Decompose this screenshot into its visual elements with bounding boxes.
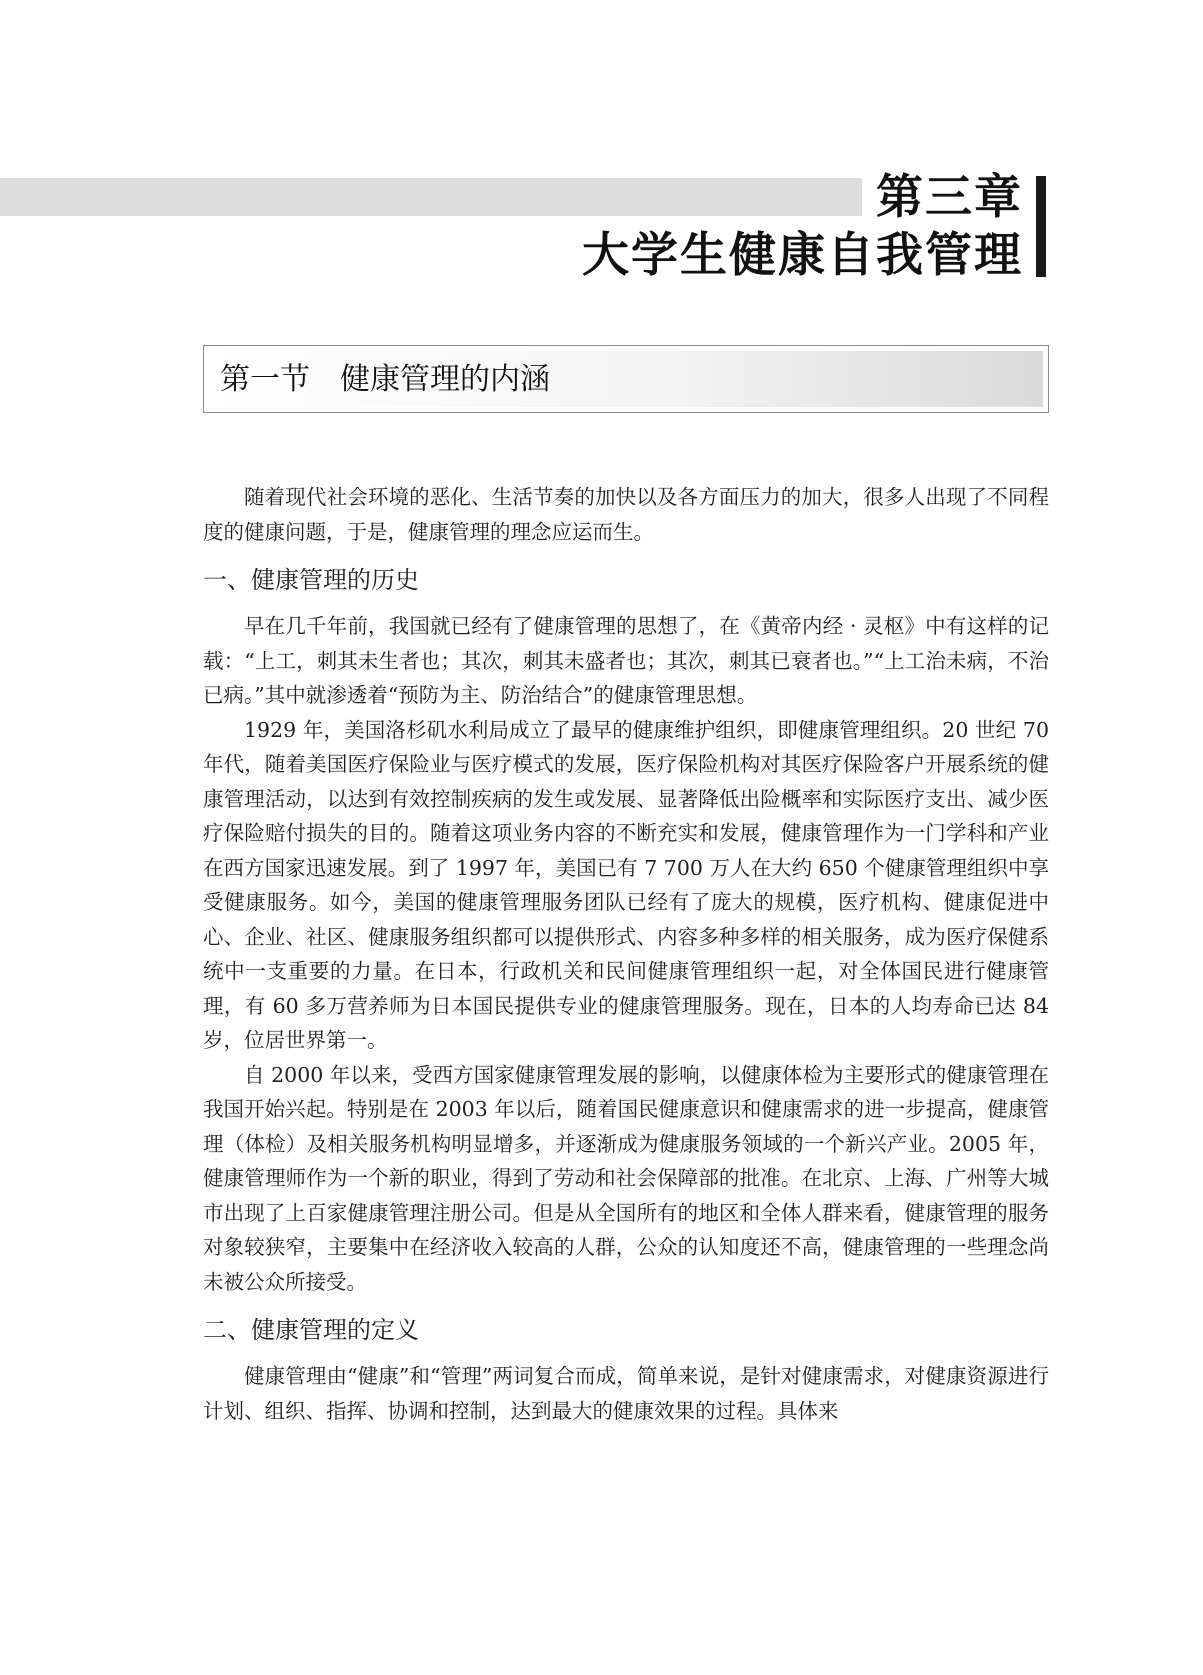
section-title-background	[209, 351, 1043, 407]
chapter-title: 大学生健康自我管理	[582, 228, 1023, 283]
chapter-header-band	[0, 178, 862, 216]
subheading-history: 一、健康管理的历史	[203, 566, 419, 594]
history-paragraph-1: 早在几千年前，我国就已经有了健康管理的思想了，在《黄帝内经 · 灵枢》中有这样的记载：“上工，刺其未生者也；其次，刺其未盛者也；其次，刺其已衰者也。”“上工治未病，不治已病。”其中就渗透着“预防为主、防治结合”的健康管理思想。	[203, 614, 1049, 707]
definition-paragraph-1: 健康管理由“健康”和“管理”两词复合而成，简单来说，是针对健康需求，对健康资源进行计划、组织、指挥、协调和控制，达到最大的健康效果的过程。具体来	[203, 1364, 1049, 1423]
section-title: 第一节 健康管理的内涵	[220, 362, 550, 397]
subheading-definition: 二、健康管理的定义	[203, 1316, 419, 1344]
page-body	[203, 480, 1049, 1428]
section-title-box	[203, 345, 1049, 413]
history-paragraph-2: 1929 年，美国洛杉矶水利局成立了最早的健康维护组织，即健康管理组织。20 世纪 70 年代，随着美国医疗保险业与医疗模式的发展，医疗保险机构对其医疗保险客户开展系统的健康管理活动，以达到有效控制疾病的发生或发展、显著降低出险概率和实际医疗支出、减少医疗保险赔付损失的目的。随着这项业务内容的不断充实和发展，健康管理作为一门学科和产业在西方国家迅速发展。到了 1997 年，美国已有 7 700 万人在大约 650 个健康管理组织中享受健康服务。如今，美国的健康管理服务团队已经有了庞大的规模，医疗机构、健康促进中心、企业、社区、健康服务组织都可以提供形式、内容多种多样的相关服务，成为医疗保健系统中一支重要的力量。在日本，行政机关和民间健康管理组织一起，对全体国民进行健康管理，有 60 多万营养师为日本国民提供专业的健康管理服务。现在，日本的人均寿命已达 84 岁，位居世界第一。	[203, 717, 1049, 1052]
intro-paragraph: 随着现代社会环境的恶化、生活节奏的加快以及各方面压力的加大，很多人出现了不同程度的健康问题，于是，健康管理的理念应运而生。	[203, 485, 1049, 544]
chapter-header-bar	[1036, 176, 1046, 277]
chapter-number: 第三章	[876, 170, 1023, 225]
history-paragraph-3: 自 2000 年以来，受西方国家健康管理发展的影响，以健康体检为主要形式的健康管理在我国开始兴起。特别是在 2003 年以后，随着国民健康意识和健康需求的进一步提高，健康管理（体检）及相关服务机构明显增多，并逐渐成为健康服务领域的一个新兴产业。2005 年，健康管理师作为一个新的职业，得到了劳动和社会保障部的批准。在北京、上海、广州等大城市出现了上百家健康管理注册公司。但是从全国所有的地区和全体人群来看，健康管理的服务对象较狭窄，主要集中在经济收入较高的人群，公众的认知度还不高，健康管理的一些理念尚未被公众所接受。	[203, 1062, 1049, 1294]
